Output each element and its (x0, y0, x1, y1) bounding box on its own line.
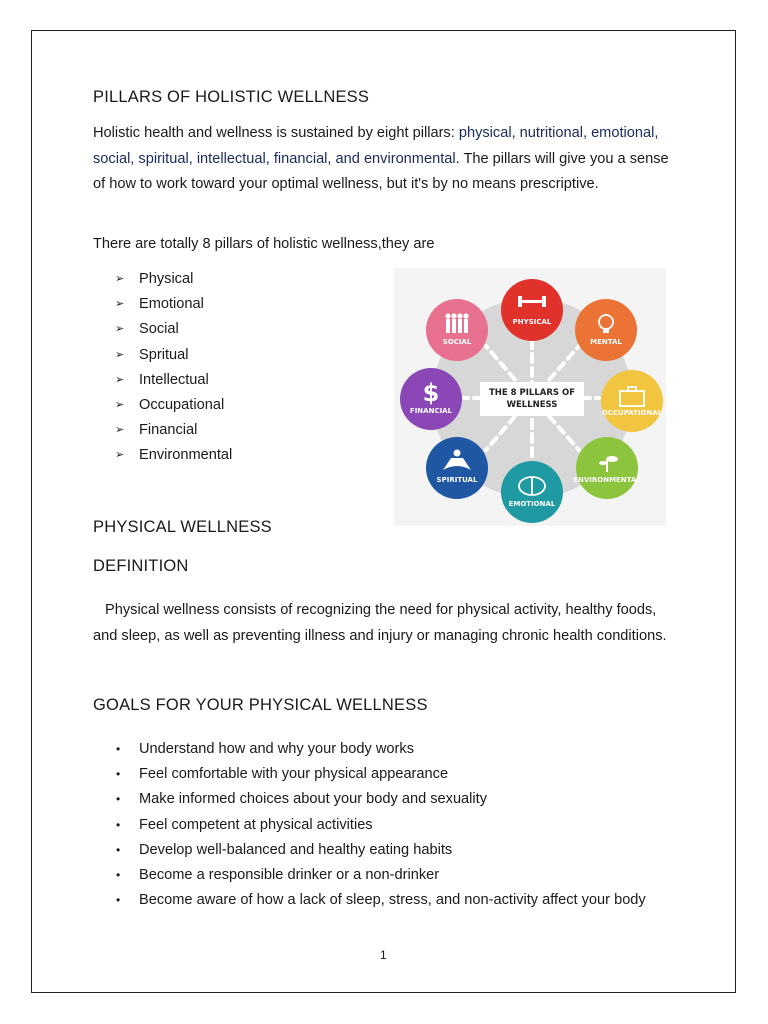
pillar-node-mental (575, 299, 637, 361)
arrow-bullet-icon: ➢ (115, 273, 125, 285)
pillar-node-social (426, 299, 488, 361)
list-item: • Understand how and why your body works (93, 737, 653, 762)
page-title: PILLARS OF HOLISTIC WELLNESS (93, 88, 370, 106)
intro-paragraph (93, 121, 673, 198)
arrow-bullet-icon: ➢ (115, 373, 125, 386)
pillars-count-line: There are totally 8 pillars of holistic wellness,they are (93, 236, 435, 252)
dollar-icon: $ (422, 379, 440, 407)
list-item: • Feel competent at physical activities (93, 813, 653, 838)
bullet-icon: • (116, 817, 121, 832)
pillar-label: PHYSICAL (512, 318, 552, 326)
pillar-label: EMOTIONAL (508, 500, 556, 508)
arrow-bullet-icon: ➢ (115, 398, 125, 411)
list-item: • Become a responsible drinker or a non-drinker (93, 863, 653, 888)
bullet-icon: • (116, 742, 121, 756)
center-label-line2: WELLNESS (506, 400, 558, 410)
arrow-bullet-icon: ➢ (115, 424, 125, 437)
pillar-node-physical (501, 279, 563, 341)
center-label-line1: THE 8 PILLARS OF (488, 388, 576, 398)
list-item: ➢ Environmental (93, 443, 232, 468)
eight-pillars-diagram (394, 268, 666, 526)
pillar-node-spiritual (426, 437, 488, 499)
arrow-bullet-icon: ➢ (115, 449, 125, 462)
page-number: 1 (380, 948, 387, 962)
definition-paragraph: Physical wellness consists of recognizing the need for physical activity, healthy foods, and sleep, as well as preventing illness and injury or managing chronic health conditions. (93, 602, 667, 644)
pillar-label: SOCIAL (442, 338, 472, 346)
pillar-node-emotional (501, 461, 563, 523)
bullet-icon: • (116, 767, 121, 782)
bullet-icon: • (116, 842, 121, 857)
arrow-bullet-icon: ➢ (115, 323, 125, 336)
bullet-icon: • (116, 868, 121, 883)
list-item: ➢ Spritual (93, 343, 232, 368)
list-item: ➢ Occupational (93, 393, 232, 418)
list-item: • Become aware of how a lack of sleep, stress, and non-activity affect your body (93, 888, 653, 913)
pillar-label: ENVIRONMENTAL (573, 476, 641, 484)
bullet-icon: • (116, 792, 121, 807)
goals-heading: GOALS FOR YOUR PHYSICAL WELLNESS (93, 696, 428, 714)
pillar-label: OCCUPATIONAL (601, 409, 663, 417)
definition-heading: DEFINITION (93, 557, 189, 575)
pillar-label: MENTAL (590, 338, 622, 346)
pillar-node-financial (400, 368, 462, 430)
goals-list (93, 737, 653, 913)
physical-wellness-heading: PHYSICAL WELLNESS (93, 518, 272, 536)
list-item: ➢ Social (93, 317, 232, 342)
list-item: • Develop well-balanced and healthy eating habits (93, 838, 653, 863)
pillar-links[interactable]: physical, nutritional, emotional, social, spiritual, intellectual, financial, and environmental (93, 125, 659, 167)
pillar-label: FINANCIAL (409, 407, 453, 415)
pillar-node-occupational (601, 370, 663, 432)
list-item: ➢ Physical (93, 267, 232, 292)
list-item: • Make informed choices about your body and sexuality (93, 787, 653, 812)
intro-text-after: . The pillars will give you a sense of how to work toward your optimal wellness, but it's by no means prescriptive. (93, 150, 669, 192)
intro-text-before: Holistic health and wellness is sustained by eight pillars: (93, 125, 459, 141)
pillars-list (93, 267, 232, 469)
list-item: ➢ Intellectual (93, 368, 232, 393)
list-item: ➢ Financial (93, 418, 232, 443)
list-item: • Feel comfortable with your physical appearance (93, 762, 653, 787)
bullet-icon: • (116, 893, 121, 908)
arrow-bullet-icon: ➢ (115, 348, 125, 361)
pillar-label: SPIRITUAL (436, 476, 478, 484)
arrow-bullet-icon: ➢ (115, 298, 125, 311)
list-item: ➢ Emotional (93, 292, 232, 317)
